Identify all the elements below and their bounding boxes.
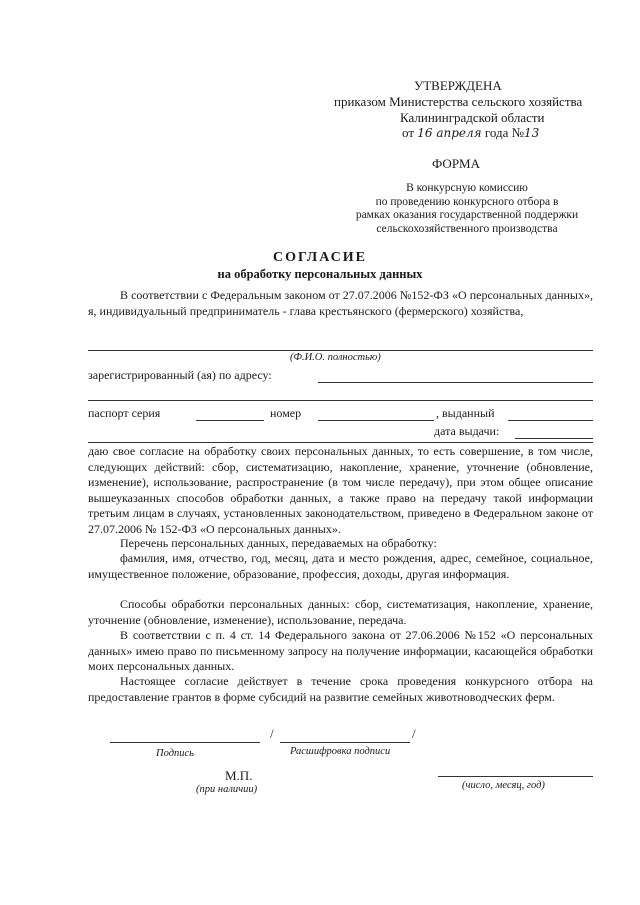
issue-date-label: дата выдачи:: [434, 424, 500, 438]
intro-paragraph: В соответствии с Федеральным законом от 27.07.2006 №152-ФЗ «О персональных данных», я, индивидуальный предприниматель - глава крестьянского (фермерского) хозяйства,: [88, 288, 593, 318]
passport-number-field[interactable]: [318, 420, 434, 421]
document-title: СОГЛАСИЕ: [273, 250, 367, 265]
registered-label: зарегистрированный (ая) по адресу:: [88, 368, 272, 382]
validity-paragraph: Настоящее согласие действует в течение срока проведения конкурсного отбора на предоставление грантов в форме субсидий на развитие семейных животноводческих ферм.: [88, 674, 593, 704]
order-date-line: [402, 125, 539, 141]
passport-number-label: номер: [270, 406, 302, 420]
signature-caption: Подпись: [156, 748, 194, 759]
slash-right: /: [412, 726, 416, 741]
fio-line[interactable]: [88, 350, 593, 351]
passport-series-label: паспорт серия: [88, 406, 161, 420]
approved-label: УТВЕРЖДЕНА: [414, 78, 502, 93]
addressee-line: рамках оказания государственной поддержки: [355, 209, 579, 221]
date-line[interactable]: [438, 776, 593, 777]
issued-line-2[interactable]: [88, 442, 593, 443]
addressee-line: В конкурсную комиссию: [406, 182, 528, 194]
date-caption: (число, месяц, год): [462, 780, 545, 791]
issue-date-field[interactable]: [515, 438, 593, 439]
signature-decode-caption: Расшифровка подписи: [290, 746, 391, 757]
consent-paragraph: даю свое согласие на обработку своих персональных данных, то есть совершение, в том числе, следующих действий: сбор, систематизацию, накопление, хранение, уточнение (обновление, изменение), использование, распространение (в том числе передачу), при этом общее описание вышеуказанных способов обработки данных, а также право на передачу такой информации третьим лицам в случаях, установленных законодательством, приведено в Федеральном законе от 27.07.2006 № 152-ФЗ «О персональных данных».: [88, 444, 593, 536]
order-line-1: приказом Министерства сельского хозяйства: [334, 94, 583, 109]
article-paragraph: В соответствии с п. 4 ст. 14 Федерального закона от 27.06.2006 №152 «О персональных данных» имею право по письменному запросу на получение информации, касающейся обработки моих персональных данных.: [88, 628, 593, 673]
address-line[interactable]: [318, 382, 593, 383]
passport-series-field[interactable]: [196, 420, 264, 421]
addressee-line: по проведению конкурсного отбора в: [375, 195, 559, 208]
document-subtitle: на обработку персональных данных: [217, 267, 423, 281]
fio-caption: (Ф.И.О. полностью): [290, 352, 381, 363]
date-prefix: от: [402, 125, 415, 140]
list-intro-paragraph: Перечень персональных данных, передаваемых на обработку:: [120, 536, 437, 550]
slash-left: /: [270, 726, 274, 741]
order-line-2: Калининградской области: [400, 110, 545, 125]
issued-by-field[interactable]: [508, 420, 593, 421]
stamp-label: М.П.: [225, 768, 253, 783]
stamp-note: (при наличии): [196, 784, 258, 795]
addressee-block: [342, 182, 592, 236]
methods-paragraph: Способы обработки персональных данных: сбор, систематизация, накопление, хранение, уточнение (обновление, изменение), использование, передача.: [88, 597, 593, 627]
handwritten-date: 16 апреля: [417, 126, 482, 140]
signature-line[interactable]: [110, 742, 260, 743]
addressee-line: сельскохозяйственного производства: [376, 222, 558, 235]
signature-decode-line[interactable]: [280, 742, 410, 743]
list-paragraph: фамилия, имя, отчество, год, месяц, дата и место рождения, адрес, семейное, социальное, имущественное положение, образование, профессия, доходы, другая информация.: [88, 551, 593, 581]
issued-label: , выданный: [436, 406, 495, 420]
handwritten-number: 13: [524, 126, 540, 140]
address-line-2[interactable]: [88, 400, 593, 401]
date-mid: года №: [484, 125, 525, 140]
form-label: ФОРМА: [432, 156, 480, 171]
